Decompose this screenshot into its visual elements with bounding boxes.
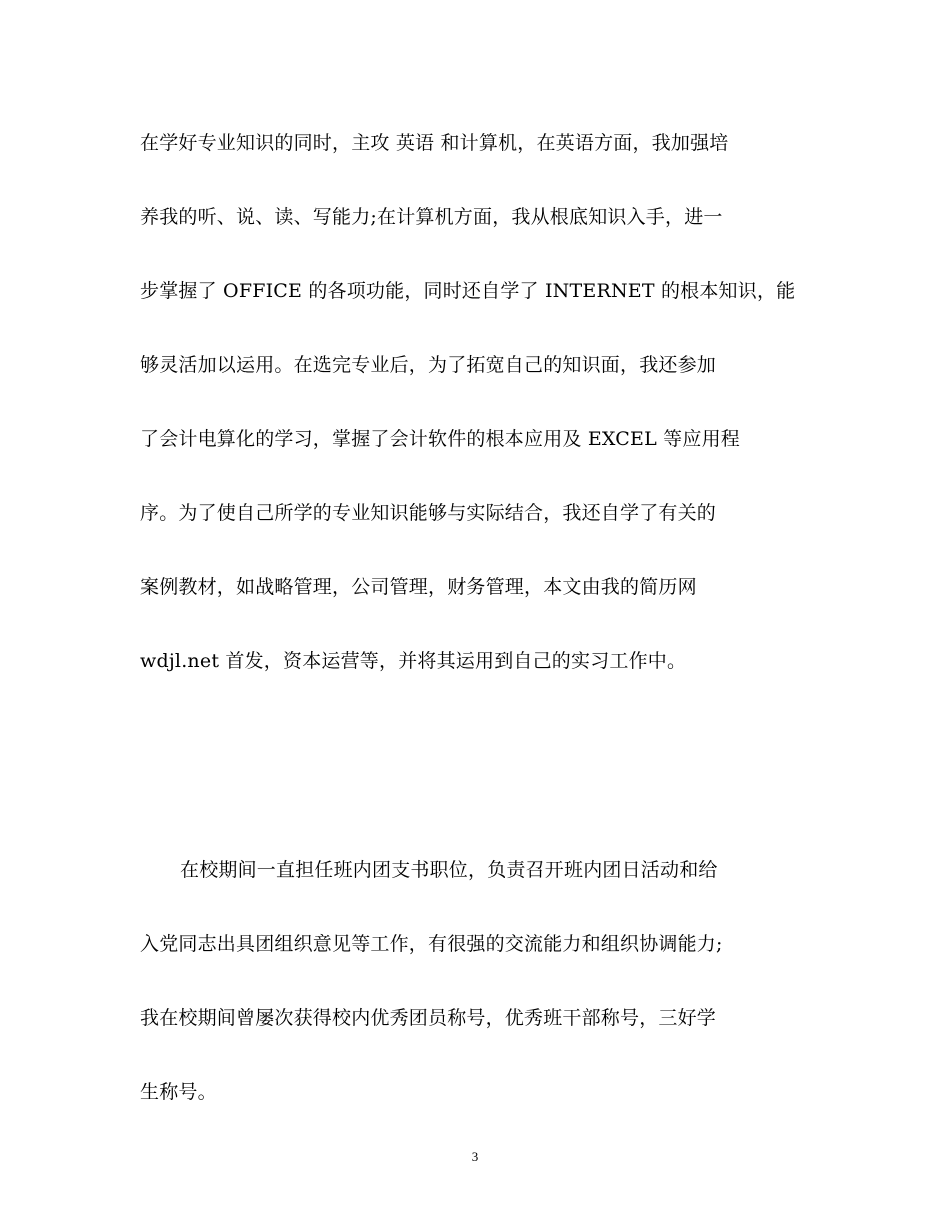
text-line: 养我的听、说、读、写能力;在计算机方面，我从根底知识入手，进一: [140, 206, 723, 228]
text-line: 在校期间一直担任班内团支书职位，负责召开班内团日活动和给: [180, 859, 718, 881]
text-line: 够灵活加以运用。在选完专业后，为了拓宽自己的知识面，我还参加: [140, 354, 717, 376]
text-line: 步掌握了 OFFICE 的各项功能，同时还自学了 INTERNET 的根本知识，能: [140, 280, 796, 302]
text-line: 我在校期间曾屡次获得校内优秀团员称号，优秀班干部称号，三好学: [140, 1007, 717, 1029]
page-number: 3: [471, 1149, 479, 1164]
text-line: 了会计电算化的学习，掌握了会计软件的根本应用及 EXCEL 等应用程: [140, 428, 740, 450]
text-line: 入党同志出具团组织意见等工作，有很强的交流能力和组织协调能力;: [140, 933, 723, 955]
text-line: 序。为了使自己所学的专业知识能够与实际结合，我还自学了有关的: [140, 502, 717, 524]
text-line: 案例教材，如战略管理，公司管理，财务管理，本文由我的简历网: [140, 576, 697, 598]
text-line: 生称号。: [140, 1081, 217, 1103]
text-line: 在学好专业知识的同时，主攻 英语 和计算机，在英语方面，我加强培: [140, 132, 729, 154]
text-line: wdjl.net 首发，资本运营等，并将其运用到自己的实习工作中。: [140, 650, 687, 672]
